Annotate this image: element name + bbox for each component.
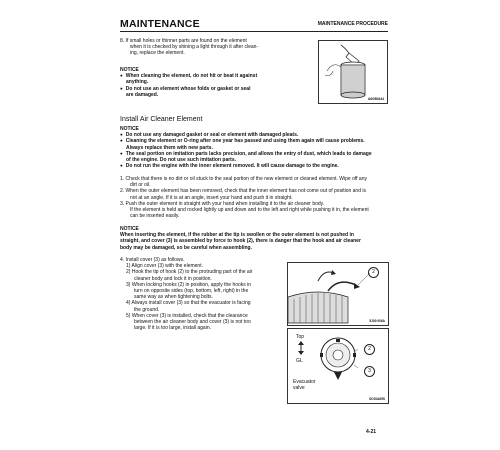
- header-title: MAINTENANCE: [120, 18, 200, 30]
- figure-hook-lock: [287, 262, 389, 326]
- notice-title: NOTICE: [120, 226, 139, 232]
- notice-2: [120, 126, 390, 169]
- substep-line: the ground.: [134, 306, 160, 313]
- step-line: 3. Push the outer element in straight with your hand when installing it to the air cleaner body.: [120, 200, 325, 207]
- notice-title: NOTICE: [120, 126, 139, 132]
- header-rule: [120, 31, 388, 32]
- figure-code: A6GB0444: [368, 97, 384, 101]
- substep-line: same way as when tightening bolts.: [134, 294, 213, 301]
- step-8-line: 8. If small holes or thinner parts are found on the element: [120, 38, 247, 44]
- notice-line: body may be damaged, so be careful when assembling.: [120, 244, 252, 251]
- label-top: Top: [296, 334, 305, 340]
- section-title: Install Air Cleaner Element: [120, 116, 203, 123]
- step-8: [120, 38, 310, 57]
- step-8-line: ing, replace the element.: [130, 50, 185, 57]
- label-evacuator-valve: [293, 379, 316, 391]
- label-line: valve: [293, 385, 305, 392]
- substep-line: 3) When locking hooks (2) in position, apply the hooks in: [126, 281, 252, 288]
- notice-bullet: ● Cleaning the element or O-ring after one year has passed and using them again will cause problems.: [120, 138, 390, 144]
- steps-1-3: [120, 176, 390, 219]
- step-line: can be inserted easily.: [130, 213, 180, 220]
- substep-line: 1) Align cover (3) with the element.: [126, 263, 203, 270]
- step-line: If the element is held and rocked lightly up and down and to the left and right while pushing it in, the element: [130, 207, 369, 214]
- step-8-line: when it is checked by shining a light through it after clean-: [130, 44, 259, 51]
- notice-bullet: ● When cleaning the element, do not hit or beat it against: [120, 73, 310, 79]
- figure-code: SC00A65S: [369, 397, 385, 401]
- notice-title: NOTICE: [120, 67, 139, 73]
- step-line: not at an angle. If it is at an angle, insert your hand and push it in straight.: [130, 194, 293, 201]
- callout-2: 2: [364, 344, 375, 355]
- figure-code: 5J00 006A: [369, 319, 385, 323]
- notice-line: When inserting the element, if the rubber at the tip is swollen or the outer element is not pushed in: [120, 232, 354, 239]
- substep-line: cleaner body and lock it in position.: [134, 275, 212, 282]
- substep-line: 5) When cover (3) is installed, check that the clearance: [126, 312, 248, 319]
- step-line: 2. When the outer element has been removed, check that the inner element has not come out of position and is: [120, 188, 366, 195]
- substep-line: 2) Hook the tip of hook (2) to the protruding part of the air: [126, 269, 253, 276]
- step-4-head: 4. Install cover (3) as follows.: [120, 257, 185, 263]
- substep-line: between the air cleaner body and cover (3) is not too: [134, 319, 251, 326]
- label-gl: GL: [296, 358, 303, 364]
- substep-line: turn on opposite sides (top, bottom, left, right) in the: [134, 288, 249, 295]
- notice-bullet-cont: are damaged.: [126, 91, 159, 98]
- callout-3: 3: [364, 366, 375, 377]
- notice-bullet: ● The seal portion on imitation parts lacks precision, and allows the entry of dust, which leads to damage: [120, 151, 390, 157]
- notice-line: straight, and cover (3) is assembled by force to hook (2), there is danger that the hook and air cleaner: [120, 238, 361, 245]
- callout-2: 2: [368, 267, 379, 278]
- step-4: [120, 257, 285, 331]
- header-subtitle: MAINTENANCE PROCEDURE: [317, 21, 388, 27]
- label-line: Evacuator: [293, 379, 316, 385]
- notice-3: [120, 226, 390, 251]
- element-illustration: [319, 41, 387, 103]
- notice-bullet: ● Do not use an element whose folds or gasket or seal: [120, 86, 310, 92]
- notice-bullet-cont: anything.: [126, 79, 149, 86]
- notice-bullet: ● Do not run the engine with the inner element removed. It will cause damage to the engine.: [120, 163, 390, 169]
- notice-bullet: ● Do not use any damaged gasket or seal or element with damaged pleats.: [120, 132, 390, 138]
- page-header: [120, 18, 388, 32]
- notice-bullet-cont: Always replace them with new parts.: [126, 144, 213, 151]
- notice-bullet-cont: of the engine. Do not use such imitation parts.: [126, 157, 237, 164]
- substep-line: large. If it is too large, install again.: [134, 325, 211, 332]
- cover-illustration: [318, 335, 358, 381]
- figure-element-light-check: [318, 40, 388, 104]
- page-number: 4-21: [366, 429, 377, 435]
- notice-1: [120, 67, 310, 98]
- step-line: dirt or oil.: [130, 182, 151, 189]
- figure-cover-orientation: [287, 328, 389, 404]
- step-line: 1. Check that there is no dirt or oil stuck to the seal portion of the new element or cleaned element. Wipe off any: [120, 176, 367, 182]
- up-down-arrow-icon: [298, 341, 304, 355]
- substep-line: 4) Always install cover (3) so that the evacuator is facing: [126, 300, 251, 307]
